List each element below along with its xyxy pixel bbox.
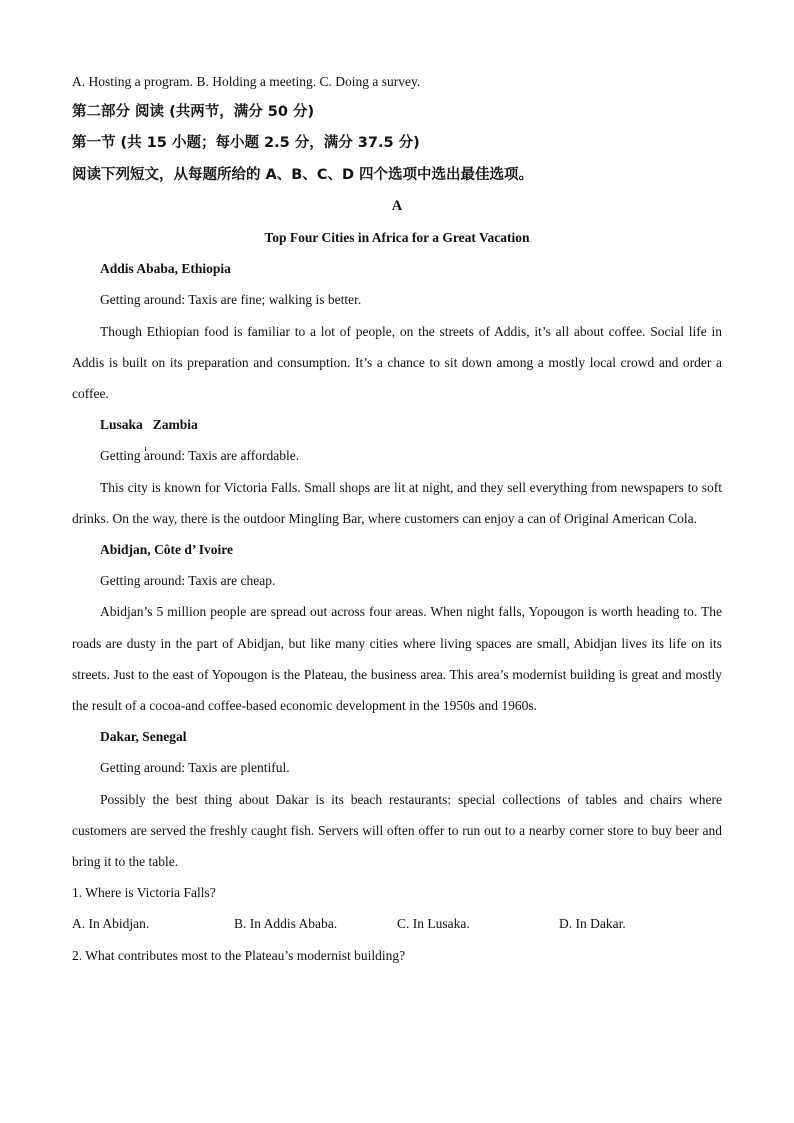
part-two-heading: 第二部分 阅读 (共两节，满分 50 分) xyxy=(72,104,315,121)
city-heading-addis: Addis Ababa, Ethiopia xyxy=(100,261,231,277)
listening-options-line: A. Hosting a program. B. Holding a meeting. C. Doing a survey. xyxy=(72,74,421,89)
question-1-option-d: D. In Dakar. xyxy=(559,916,626,932)
paragraph-abidjan: Abidjan’s 5 million people are spread out across four areas. When night falls, Yopougon is worth heading to. The roads are dusty in the part of Abidjan, but like many cities where living spaces are small, Abidjan lives its life on its streets. Just to the east of Yopougon is the Plateau, the business area. This area’s modernist building is great and mostly the result of a cocoa-and coffee-based economic development in the 1950s and 1960s. xyxy=(72,604,722,714)
question-1-stem: 1. Where is Victoria Falls? xyxy=(72,885,216,901)
getting-around-addis: Getting around: Taxis are fine; walking is better. xyxy=(100,292,362,308)
reading-instructions: 阅读下列短文，从每题所给的 A、B、C、D 四个选项中选出最佳选项。 xyxy=(72,166,534,183)
city-name-lusaka: Lusaka xyxy=(100,417,143,433)
getting-around-abidjan: Getting around: Taxis are cheap. xyxy=(100,573,276,589)
exam-page xyxy=(72,66,722,971)
question-1-option-a: A. In Abidjan. xyxy=(72,916,150,932)
section-one-heading: 第一节 (共 15 小题；每小题 2.5 分，满分 37.5 分) xyxy=(72,135,420,152)
city-heading-dakar: Dakar, Senegal xyxy=(100,729,187,745)
getting-around-lusaka: Getting around: Taxis are affordable. xyxy=(100,448,300,464)
paragraph-dakar: Possibly the best thing about Dakar is its beach restaurants: special collections of tables and chairs where customers are served the freshly caught fish. Servers will often offer to run out to a nearby corner store to buy beer and bring it to the table. xyxy=(72,791,722,870)
paragraph-addis: Though Ethiopian food is familiar to a lot of people, on the streets of Addis, it’s all about coffee. Social life in Addis is built on its preparation and consumption. It’s a chance to sit down among a mostly local crowd and order a coffee. xyxy=(72,323,722,402)
question-1-options xyxy=(72,908,722,939)
city-heading-abidjan: Abidjan, Côte d’ Ivoire xyxy=(100,542,234,558)
paragraph-lusaka: This city is known for Victoria Falls. Small shops are lit at night, and they sell everything from newspapers to soft drinks. On the way, there is the outdoor Mingling Bar, where customers can enjoy a can of Original American Cola. xyxy=(72,479,722,526)
city-country-zambia: Zambia xyxy=(152,417,198,433)
question-2-stem: 2. What contributes most to the Plateau’s modernist building? xyxy=(72,947,406,963)
question-1-option-b: B. In Addis Ababa. xyxy=(234,916,338,932)
getting-around-dakar: Getting around: Taxis are plentiful. xyxy=(100,760,290,776)
passage-letter: A xyxy=(391,197,403,214)
passage-title: Top Four Cities in Africa for a Great Vacation xyxy=(264,230,530,246)
question-1-option-c: C. In Lusaka. xyxy=(397,916,470,932)
city-heading-lusaka xyxy=(72,409,722,440)
